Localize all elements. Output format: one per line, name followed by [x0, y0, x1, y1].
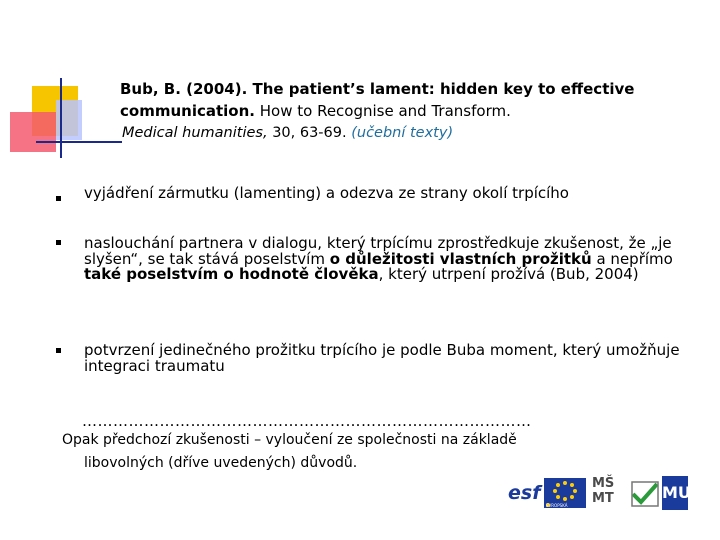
bullet-marker: [56, 240, 61, 245]
title-note: (učební texty): [351, 125, 454, 141]
bullet-text: [84, 236, 704, 283]
eu-flag-logo: [544, 478, 586, 513]
title-line-1: Bub, B. (2004). The patient’s lament: hidden key to effective: [120, 80, 635, 98]
decor-vertical-line: [60, 78, 62, 158]
bullet-1-part-1: o důležitosti vlastních prožitků: [329, 249, 592, 268]
msmt-line-2: MT: [592, 491, 614, 506]
title-volume: 30, 63-69.: [272, 125, 347, 141]
op-vk-logo: [630, 480, 660, 508]
bullet-2-part-0: potvrzení jedinečného prožitku trpícího je podle Buba moment, který umožňuje integraci traumatu: [84, 341, 680, 375]
msmt-line-1: MŠ: [592, 476, 615, 491]
logo-strip: [508, 476, 691, 513]
mu-logo: MU: [662, 476, 688, 510]
bullet-text: [84, 343, 704, 374]
decor-red-square: [10, 112, 56, 152]
esf-logo: esf: [508, 482, 541, 504]
title-journal: Medical humanities,: [122, 125, 268, 141]
separator-dots: ……………………………………………………………………………: [82, 412, 532, 430]
bullet-1-part-0: naslouchání partnera v dialogu, který trpícímu zprostředkuje zkušenost, že „je slyšen“, se tak stává poselstvím: [84, 234, 672, 268]
bullet-marker: [56, 196, 61, 201]
eu-caption: EVROPSKÁ UNIE: [546, 503, 568, 513]
title-line-2-bold: communication.: [120, 102, 255, 120]
bullet-marker: [56, 348, 61, 353]
bullet-0-part-0: vyjádření zármutku (lamenting) a odezva ze strany okolí trpícího: [84, 184, 569, 202]
conclusion-line-2: libovolných (dříve uvedených) důvodů.: [84, 455, 358, 471]
title-line-3: [122, 122, 710, 144]
bullet-1-part-2: a nepřímo: [591, 249, 673, 268]
title-line-2-rest: How to Recognise and Transform.: [259, 102, 511, 120]
msmt-logo: [592, 476, 632, 510]
bullet-text: [84, 186, 704, 202]
title-line-2: [120, 100, 710, 122]
slide-title: [120, 78, 710, 144]
bullet-1-part-3: také poselstvím o hodnotě člověka: [84, 265, 379, 283]
bullet-1-part-4: , který utrpení prožívá (Bub, 2004): [378, 265, 639, 283]
conclusion-line-1: Opak předchozí zkušenosti – vyloučení ze společnosti na základě: [62, 432, 517, 448]
decor-horizontal-line: [36, 141, 122, 143]
